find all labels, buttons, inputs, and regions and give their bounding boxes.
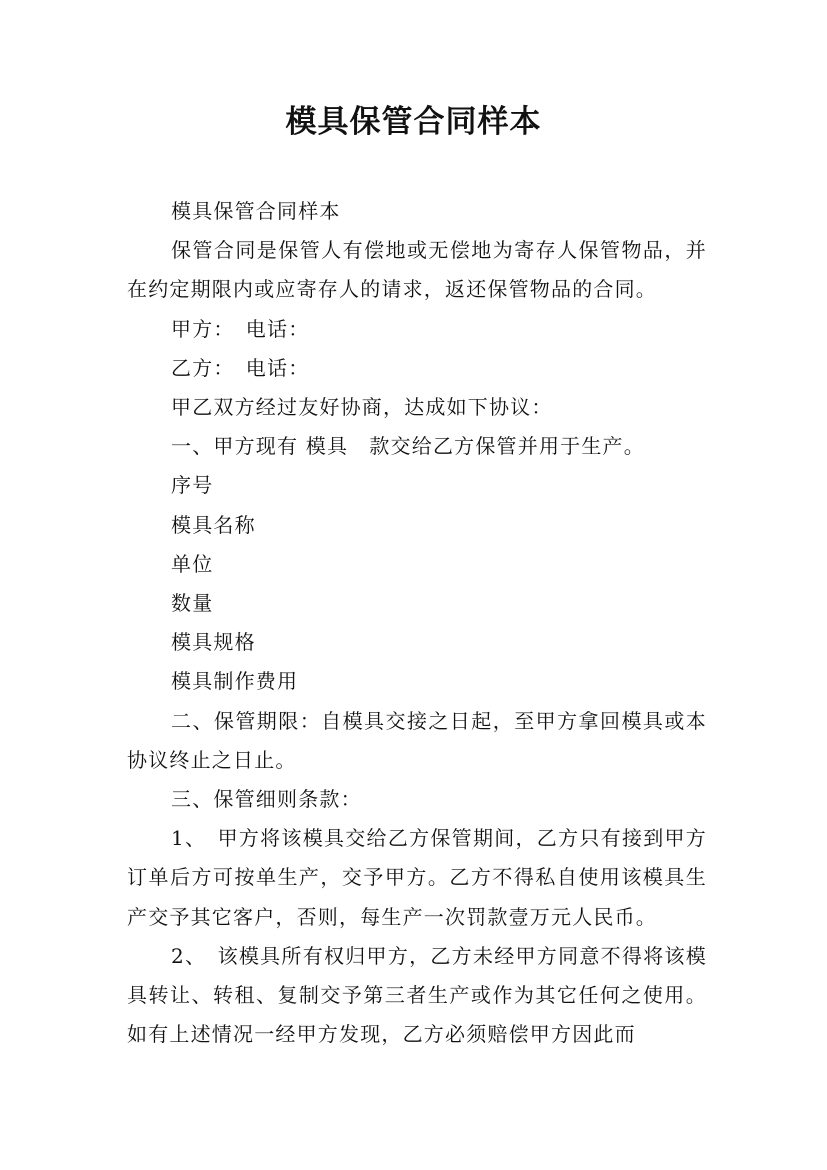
clause-three-item-1: 1、 甲方将该模具交给乙方保管期间，乙方只有接到甲方订单后方可按单生产，交予甲方。乙方不得私自使用该模具生产交予其它客户，否则，每生产一次罚款壹万元人民币。 — [127, 826, 707, 929]
clause-one: 一、甲方现有 模具 款交给乙方保管并用于生产。 — [171, 434, 645, 459]
field-unit: 单位 — [171, 551, 214, 576]
party-a-line: 甲方： 电话： — [171, 316, 310, 341]
document-title: 模具保管合同样本 — [285, 104, 542, 140]
party-b-line: 乙方： 电话： — [171, 355, 310, 380]
clause-three-item-2: 2、 该模具所有权归甲方，乙方未经甲方同意不得将该模具转让、转租、复制交予第三者生产或作为其它任何之使用。如有上述情况一经甲方发现，乙方必须赔偿甲方因此而 — [127, 943, 707, 1047]
field-mold-spec: 模具规格 — [171, 630, 256, 655]
clause-three-heading: 三、保管细则条款： — [171, 787, 362, 812]
clause-two: 二、保管期限：自模具交接之日起，至甲方拿回模具或本协议终止之日止。 — [127, 708, 707, 772]
field-mold-name: 模具名称 — [171, 512, 256, 537]
field-quantity: 数量 — [171, 591, 214, 616]
document-body — [127, 192, 707, 1054]
paragraph-definition: 保管合同是保管人有偿地或无偿地为寄存人保管物品，并在约定期限内或应寄存人的请求，返还保管物品的合同。 — [127, 238, 707, 302]
agreement-intro: 甲乙双方经过友好协商，达成如下协议： — [171, 395, 553, 420]
field-serial-number: 序号 — [171, 473, 214, 498]
paragraph-subtitle: 模具保管合同样本 — [171, 199, 341, 223]
field-mold-cost: 模具制作费用 — [171, 669, 299, 694]
